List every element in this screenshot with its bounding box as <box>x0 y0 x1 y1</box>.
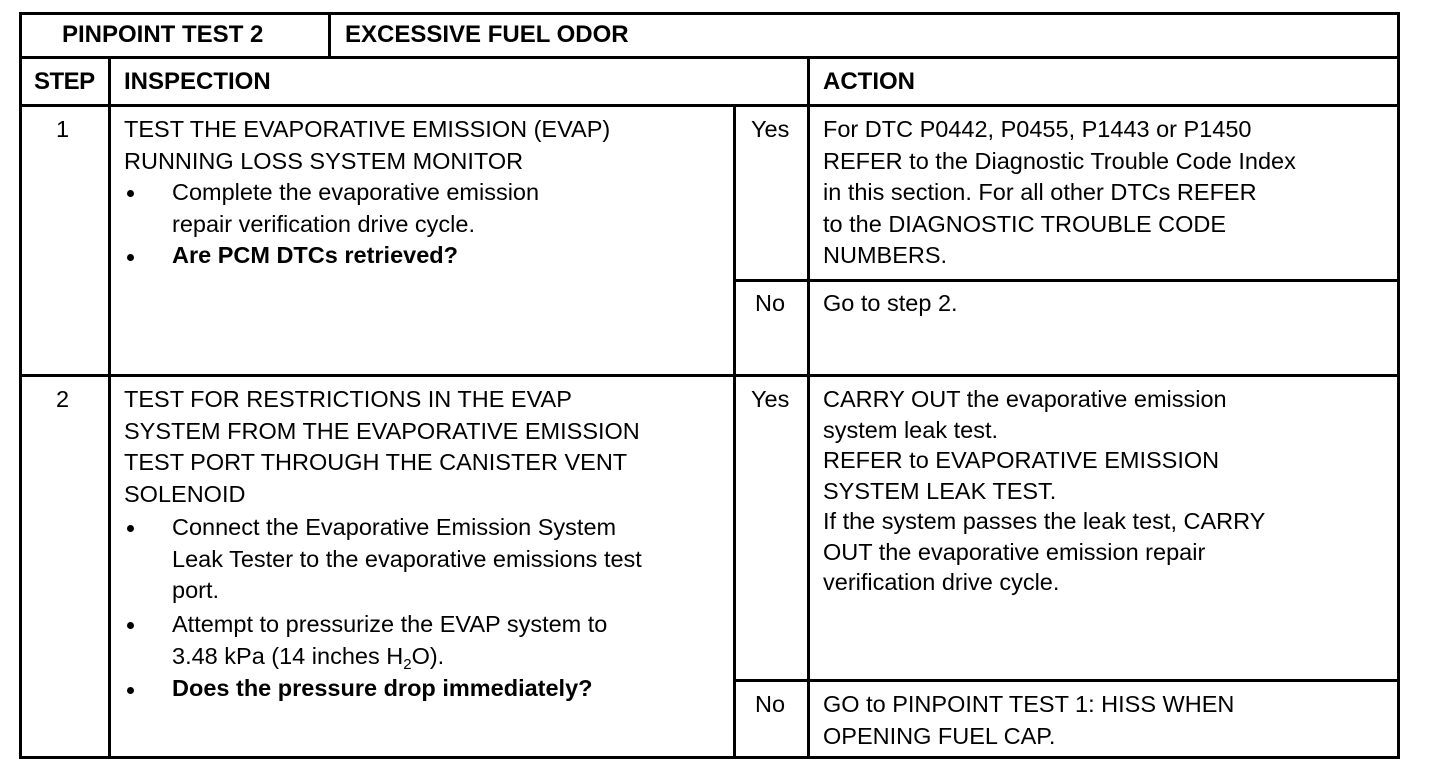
step-1-bullet-1: Complete the evaporative emission repair verification drive cycle. <box>172 179 540 237</box>
step-1-question: Are PCM DTCs retrieved? <box>172 242 458 268</box>
test-label: PINPOINT TEST 2 <box>62 21 264 48</box>
step-1-no-action: Go to step 2. <box>823 290 958 316</box>
step-1-yes-action: For DTC P0442, P0455, P1443 or P1450 REFER to the Diagnostic Trouble Code Index in this section. For all other DTCs REFER to the DIAGNOSTIC TROUBLE CODE NUMBERS. <box>823 116 1296 268</box>
step-2-no-action: GO to PINPOINT TEST 1: HISS WHEN OPENING FUEL CAP. <box>823 691 1235 749</box>
step-2-bullet-1: Connect the Evaporative Emission System Leak Tester to the evaporative emissions test port. <box>172 514 642 603</box>
bullet-dot <box>127 622 134 629</box>
rule-action-column <box>807 56 810 759</box>
step-2-yes-label: Yes <box>751 386 790 412</box>
step-1-yes-label: Yes <box>751 116 790 142</box>
step-1-heading: TEST THE EVAPORATIVE EMISSION (EVAP) RUNNING LOSS SYSTEM MONITOR <box>124 116 611 174</box>
step-2-heading: TEST FOR RESTRICTIONS IN THE EVAP SYSTEM FROM THE EVAPORATIVE EMISSION TEST PORT THROUGH THE CANISTER VENT SOLENOID <box>124 386 640 507</box>
step-1-no-label: No <box>755 290 786 316</box>
header-inspection: INSPECTION <box>124 68 271 95</box>
step-2-bullet-2: Attempt to pressurize the EVAP system to 3.48 kPa (14 inches $H_2O$). <box>172 611 608 673</box>
test-name: EXCESSIVE FUEL ODOR <box>345 21 629 48</box>
step-2-no-label: No <box>755 691 786 717</box>
step-number: 2 <box>56 386 70 412</box>
bullet-dot <box>127 687 134 694</box>
rule-step2-yes-no <box>734 679 1400 682</box>
rule-below-title <box>19 56 1400 59</box>
header-step: STEP <box>34 68 95 95</box>
bullet-dot <box>127 190 134 197</box>
step-number: 1 <box>56 116 70 142</box>
rule-title-divider <box>328 12 331 58</box>
rule-between-steps <box>19 374 1400 377</box>
rule-step1-yes-no <box>734 279 1400 282</box>
step-2-question: Does the pressure drop immediately? <box>172 675 593 701</box>
rule-yesno-column-1 <box>733 104 736 376</box>
bullet-dot <box>127 525 134 532</box>
bullet-dot <box>127 254 134 261</box>
rule-step-column <box>108 56 111 759</box>
rule-below-headers <box>19 104 1400 107</box>
rule-yesno-column-2 <box>733 374 736 759</box>
header-action: ACTION <box>823 68 915 95</box>
step-2-yes-action: CARRY OUT the evaporative emission system leak test. REFER to EVAPORATIVE EMISSION SYSTEM LEAK TEST. If the system passes the leak test, CARRY OUT the evaporative emission repair verification drive cycle. <box>823 386 1266 595</box>
